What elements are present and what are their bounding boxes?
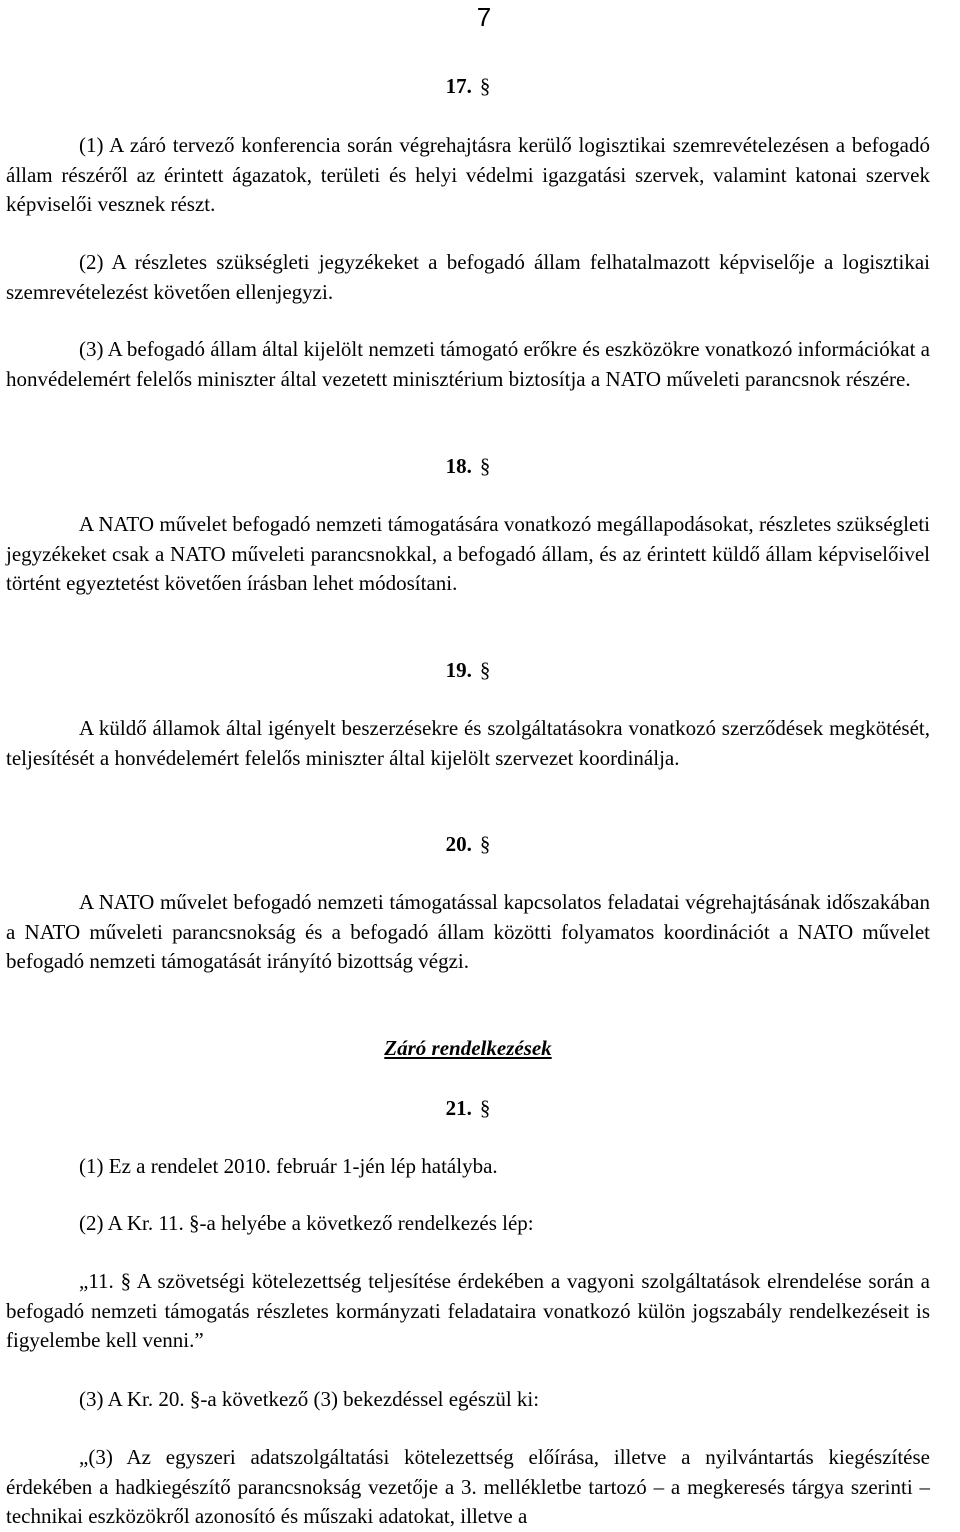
- section-sign: §: [479, 1096, 491, 1120]
- section-21-paragraph-2: (2) A Kr. 11. §-a helyébe a következő rendelkezés lép:: [79, 1211, 534, 1235]
- section-number: 19.: [445, 658, 472, 682]
- section-sign: §: [479, 658, 491, 682]
- closing-provisions-title: [6, 1034, 930, 1063]
- section-18-paragraph-1: A NATO művelet befogadó nemzeti támogatására vonatkozó megállapodásokat, részletes szükségleti jegyzékeket csak a NATO műveleti parancsnokkal, a befogadó állam, és az érintett küldő állam képviselőivel történt egyeztetést követően írásban lehet módosítani.: [6, 512, 930, 595]
- section-19-paragraph-1: A küldő államok által igényelt beszerzésekre és szolgáltatásokra vonatkozó szerződések megkötését, teljesítését a honvédelemért felelős miniszter által kijelölt szervezet koordinálja.: [6, 716, 930, 770]
- section-18-heading: [6, 452, 930, 481]
- section-sign: §: [479, 74, 491, 98]
- section-sign: §: [479, 454, 491, 478]
- section-17-paragraph-1: (1) A záró tervező konferencia során végrehajtásra kerülő logisztikai szemrevételezésen a befogadó állam részéről az érintett ágazatok, területi és helyi védelmi igazgatási szervek, valamint katonai szervek képviselői vesznek részt.: [6, 133, 930, 216]
- section-17-heading: [6, 72, 930, 101]
- section-20-heading: [6, 830, 930, 859]
- page-number: 7: [476, 2, 492, 32]
- section-number: 21.: [445, 1096, 472, 1120]
- closing-title-text: Záró rendelkezések: [384, 1036, 552, 1060]
- section-21-paragraph-1: (1) Ez a rendelet 2010. február 1-jén lép hatályba.: [79, 1154, 498, 1178]
- section-number: 20.: [445, 832, 472, 856]
- section-19-heading: [6, 656, 930, 685]
- section-number: 17.: [445, 74, 472, 98]
- section-21-quote-2: „(3) Az egyszeri adatszolgáltatási kötelezettség előírása, illetve a nyilvántartás kiegészítése érdekében a hadkiegészítő parancsnokság vezetője a 3. mellékletbe tartozó – a megkeresés tárgya szerinti – technikai eszközökről azonosító és műszaki adatokat, illetve a: [6, 1445, 930, 1528]
- section-17-paragraph-2: (2) A részletes szükségleti jegyzékeket a befogadó állam felhatalmazott képviselője a logisztikai szemrevételezést követően ellenjegyzi.: [6, 250, 930, 304]
- section-17-paragraph-3: (3) A befogadó állam által kijelölt nemzeti támogató erőkre és eszközökre vonatkozó információkat a honvédelemért felelős miniszter által vezetett minisztérium biztosítja a NATO műveleti parancsnok részére.: [6, 337, 930, 391]
- section-number: 18.: [445, 454, 472, 478]
- section-20-paragraph-1: A NATO művelet befogadó nemzeti támogatással kapcsolatos feladatai végrehajtásának időszakában a NATO műveleti parancsnokság és a befogadó állam közötti folyamatos koordinációt a NATO művelet befogadó nemzeti támogatását irányító bizottság végzi.: [6, 890, 930, 973]
- section-21-paragraph-3: (3) A Kr. 20. §-a következő (3) bekezdéssel egészül ki:: [79, 1387, 540, 1411]
- section-21-quote-1: „11. § A szövetségi kötelezettség teljesítése érdekében a vagyoni szolgáltatások elrendelése során a befogadó nemzeti támogatás részletes kormányzati feladataira vonatkozó külön jogszabály rendelkezéseit is figyelembe kell venni.”: [6, 1269, 930, 1352]
- section-sign: §: [479, 832, 491, 856]
- section-21-heading: [6, 1094, 930, 1123]
